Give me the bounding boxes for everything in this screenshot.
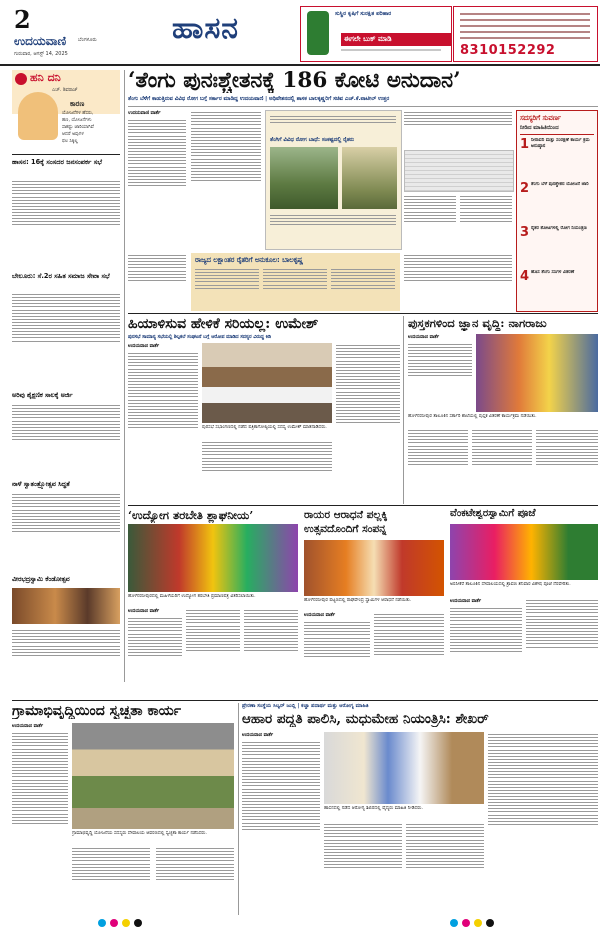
ad-footnote: [341, 49, 441, 51]
bottom-right-caption: ಹಾಸನದಲ್ಲಿ ನಡೆದ ಆರೋಗ್ಯ ಶಿಬಿರದಲ್ಲಿ ವೈದ್ಯರು ಮಾಹಿತಿ ನೀಡಿದರು.: [324, 806, 423, 811]
registration-mark-icon: [122, 919, 130, 927]
lead-bottom-rule: [128, 313, 598, 314]
lead-box: [191, 253, 400, 311]
clipping-body: [270, 213, 396, 245]
story-b-byline: ಉದಯವಾಣಿ ವಾರ್ತೆ: [408, 335, 440, 340]
column-title: ಹನಿ ದನಿ: [30, 71, 61, 84]
ad-lines: [460, 13, 590, 39]
bottom-right-col2: [324, 822, 402, 915]
story-d-col2: [374, 612, 444, 696]
ad-phone-icon: [307, 11, 329, 55]
registration-mark-icon: [450, 919, 458, 927]
sidebar-column: [12, 70, 120, 682]
ad-cta: ಈಗಲೇ ಬುಕ್ ಮಾಡಿ: [341, 33, 451, 46]
bottom-left-col2: [72, 846, 150, 915]
story-b-col-c: [536, 428, 598, 502]
right-panel-item-0-num: 1: [520, 137, 530, 152]
story-d-photo: [304, 540, 444, 596]
registration-mark-icon: [462, 919, 470, 927]
registration-mark-icon: [110, 919, 118, 927]
karana-title: ಕಾರಣ: [70, 100, 85, 108]
bottom-left-col1: [12, 731, 68, 915]
story-a-col1: [128, 351, 198, 501]
story-b-caption: ಹೊಳೆನರಸೀಪುರ ತಾಲೂಕಿನ ಸರ್ಕಾರಿ ಶಾಲೆಯಲ್ಲಿ ಪುಸ್ತಕ ವಿತರಣೆ ಕಾರ್ಯಕ್ರಮ ನಡೆಯಿತು.: [408, 414, 537, 419]
right-panel-rule: [520, 134, 594, 135]
clipping-photo-2: [342, 147, 397, 209]
story-e-caption: ಅರಸೀಕೆರೆ ತಾಲೂಕಿನ ದೇವಾಲಯದಲ್ಲಿ ಶ್ರಾವಣ ಶನಿವಾರ ವಿಶೇಷ ಪೂಜೆ ನೆರವೇರಿತು.: [450, 582, 571, 587]
bottom-left-col3: [156, 846, 234, 915]
clipping-photo: [270, 147, 338, 209]
bottom-right-kicker: ಪ್ರೇರಣಾ ಸಂಸ್ಥೆಯ ಸಿಲ್ವರ್ ಜುಬ್ಲಿ | ಕಚ್ಚಾ ಪದಾರ್ಥ ಮತ್ತು ಆರೋಗ್ಯ ಮಾಹಿತಿ: [242, 703, 369, 709]
bottom-divider: [238, 703, 239, 915]
story-b-headline: ಪುಸ್ತಕಗಳಿಂದ ಜ್ಞಾನ ವೃದ್ಧಿ: ನಾಗರಾಜು: [408, 316, 547, 330]
registration-mark-icon: [474, 919, 482, 927]
bottom-section-rule: [12, 700, 598, 701]
bottom-right-col3: [406, 822, 484, 915]
masthead: [0, 0, 600, 64]
karana-line-3: ಆದರೆ ಅವುಗಳ: [62, 132, 84, 137]
karana-line-2: ಸಾಕಷ್ಟು ಜಾರಿಯಾಗಿವೆ: [62, 125, 94, 130]
right-panel-item-0-text: ನೀರಾವರಿ ಮತ್ತು ಸಂರಕ್ಷಣೆ ಕಾರ್ಯ ಕ್ರಮ ಅನುಷ್ಠಾನ: [531, 138, 590, 149]
story-a-byline: ಉದಯವಾಣಿ ವಾರ್ತೆ: [128, 344, 160, 349]
lead-box-col1: [195, 267, 259, 309]
right-panel-item-2-num: 3: [520, 225, 530, 240]
sidebar-story1-body: [12, 179, 120, 267]
section-title: ಹಾಸನ: [172, 11, 239, 46]
bottom-right-headline: ಆಹಾರ ಪದ್ಧತಿ ಪಾಲಿಸಿ, ಮಧುಮೇಹ ನಿಯಂತ್ರಿಸಿ: ಶೇಖರ್: [242, 711, 489, 727]
sidebar-story4-title: ನಾಳೆ ಸ್ವಾತಂತ್ರ್ಯೋತ್ಸವ ಸಿದ್ಧತೆ: [12, 480, 70, 488]
karana-line-0: ಯೋಜನೆಗಳ ಹೆಸರು,: [62, 111, 94, 116]
bottom-left-byline: ಉದಯವಾಣಿ ವಾರ್ತೆ: [12, 724, 44, 729]
right-panel-item-1-text: ತೆಂಗು ಬೆಳೆ ಪುನಶ್ಚೇತನ ಯೋಜನೆ ಜಾರಿ: [531, 182, 589, 187]
story-c-photo: [128, 524, 298, 592]
lead-col2-body: [191, 110, 261, 250]
lead-box-title: ರಾಜ್ಯದ ಲಕ್ಷಾಂತರ ರೈತರಿಗೆ ಅನುಕೂಲ: ಬಾಲಕೃಷ್ಣ: [195, 256, 304, 264]
registration-mark-icon: [134, 919, 142, 927]
masthead-rule: [0, 64, 600, 66]
story-c-col2: [186, 608, 240, 696]
sidebar-story3-body: [12, 403, 120, 475]
mid-rule: [128, 505, 598, 506]
lead-col4-body: [460, 194, 512, 250]
sidebar-story3-title: ಅರಿವು ಶೈಕ್ಷಣಿಕ ಸಾಲಕ್ಕೆ ಅರ್ಜಿ: [12, 391, 73, 399]
story-b-photo: [476, 334, 598, 412]
lead-col3-body: [404, 194, 456, 250]
lead-clipping: [265, 110, 402, 250]
story-b-col-a: [408, 428, 468, 502]
story-b-col1: [408, 342, 472, 412]
clipping-top-text: [270, 114, 396, 136]
story-d-headline: ರಾಯರ ಆರಾಧನೆ ಪಲ್ಲಕ್ಕಿ ಉತ್ಸವದೊಂದಿಗೆ ಸಂಪನ್ನ: [304, 509, 388, 535]
story-a-subhead: ಪುರಸಭೆ ಸಾಮಾನ್ಯ ಸಭೆಯಲ್ಲಿ ಶಿಲ್ಪಕಲೆ ಸಂಘಟನೆ ಬಗ್ಗೆ ಆರೋಪ ಮಾಡಿದ ಸದಸ್ಯರ ವಿರುದ್ಧ ಕಿಡಿ: [128, 335, 271, 340]
sidebar-story4-body: [12, 492, 120, 570]
story-a-caption: ಪುರಸಭೆ ಸಭಾಂಗಣದಲ್ಲಿ ನಡೆದ ಪತ್ರಿಕಾಗೋಷ್ಠಿಯಲ್ಲಿ ಸದಸ್ಯ ಉಮೇಶ್ ಮಾತನಾಡಿದರು.: [202, 425, 327, 430]
registration-mark-icon: [98, 919, 106, 927]
right-panel-item-2-text: ರೈತರ ತೋಟಗಳಲ್ಲಿ ರೋಗ ನಿಯಂತ್ರಣ: [531, 226, 587, 231]
lead-rule: [128, 106, 598, 107]
story-a-photo: [202, 343, 332, 423]
karana-line-4: ಫಲ ಸಿಕ್ಕಿಲ್ಲ: [62, 139, 78, 144]
print-registration-marks: [0, 918, 600, 928]
sidebar-story2-title: ಬೇಲೂರು: ಸೆ.2ರ ಸಹಿತ ಸಮಾಜ ಸೇವಾ ಸಭೆ: [12, 272, 110, 280]
bottom-left-headline: ಗ್ರಾಮಾಭಿವೃದ್ಧಿಯಿಂದ ಸ್ವಚ್ಛತಾ ಕಾರ್ಯ: [12, 703, 181, 719]
lead-col1-bottom: [128, 253, 186, 311]
story-c-byline: ಉದಯವಾಣಿ ವಾರ್ತೆ: [128, 609, 160, 614]
lead-document-photo: [404, 150, 514, 192]
cartoon-face-icon: [18, 92, 58, 140]
right-panel-title: ಸದಸ್ಯರಿಗೆ ಸುವರ್ಣ: [520, 114, 561, 122]
karana-line-1: ಹಣ, ಯೋಜನೆಗಳು: [62, 118, 92, 123]
lead-box-col3: [331, 267, 395, 309]
bottom-right-col1: [242, 740, 320, 915]
sidebar-story5-title: ವೀರಭದ್ರಸ್ವಾಮಿ ಕೆಂಡೋತ್ಸವ: [12, 575, 70, 583]
bottom-right-photo: [324, 732, 484, 804]
bottom-right-byline: ಉದಯವಾಣಿ ವಾರ್ತೆ: [242, 733, 274, 738]
story-d-byline: ಉದಯವಾಣಿ ವಾರ್ತೆ: [304, 613, 336, 618]
ad-tagline: ಸುಸ್ಥಿರ ಕೃಷಿಗೆ ಸುರಕ್ಷಿತ ಪರಿಹಾರ: [335, 11, 392, 17]
story-a-col2-bottom: [202, 440, 332, 501]
lead-byline: ಉದಯವಾಣಿ ವಾರ್ತೆ: [128, 111, 161, 116]
right-panel-subtitle: ನೀಡಿದ ಮಾಹಿತಿಯಿಂದ: [520, 125, 559, 131]
advertisement-farm: [300, 6, 452, 62]
story-c-col3: [244, 608, 298, 696]
sidebar-story5-photo: [12, 588, 120, 624]
bottom-left-caption: ಗ್ರಾಮಾಭಿವೃದ್ಧಿ ಯೋಜನೆಯ ಸದಸ್ಯರು ದೇವಾಲಯ ಆವರಣದಲ್ಲಿ ಸ್ವಚ್ಛತಾ ಕಾರ್ಯ ನಡೆಸಿದರು.: [72, 831, 207, 836]
story-b-col-b: [472, 428, 532, 502]
edition-label: ಬೆಂಗಳೂರು: [78, 37, 97, 43]
story-d-col1: [304, 620, 370, 696]
right-panel: [516, 110, 598, 312]
right-panel-item-1-num: 2: [520, 181, 530, 196]
lead-col1-body: [128, 118, 186, 250]
bottom-right-col4: [488, 732, 598, 915]
ad-phone-number: 8310152292: [460, 43, 556, 58]
column-author: ಎಚ್. ಶಿವರಾಜ್: [52, 88, 78, 93]
clipping-heading: ತೆಂಗಿಗೆ ವಿವಿಧ ರೋಗ ಬಾಧೆ: ಸಂಕಷ್ಟದಲ್ಲಿ ರೈತರು: [270, 137, 355, 143]
story-c-caption: ಹೊಳೆನರಸೀಪುರದಲ್ಲಿ ಮಹಿಳೆಯರಿಗೆ ಉದ್ಯೋಗ ತರಬೇತಿ ಪ್ರಮಾಣಪತ್ರ ವಿತರಿಸಲಾಯಿತು.: [128, 594, 256, 599]
column-logo-icon: [15, 73, 27, 85]
right-panel-item-3-text: ಹೊಸ ತೆಂಗು ಸಸಿಗಳ ವಿತರಣೆ: [531, 270, 575, 275]
sidebar-story5-body: [12, 628, 120, 682]
lead-col3-top: [404, 110, 512, 150]
sidebar-rule: [12, 154, 120, 155]
right-panel-item-3-num: 4: [520, 269, 530, 284]
sidebar-story1-title: ಹಾಸನ: 16ಕ್ಕೆ ಸಂಸದರ ಜನಸಂಪರ್ಕ ಸಭೆ: [12, 158, 102, 166]
issue-date: ಗುರುವಾರ, ಆಗಸ್ಟ್ 14, 2025: [14, 51, 68, 57]
page-number: 2: [14, 5, 31, 34]
story-a-col3: [336, 343, 400, 501]
lead-col3-bottom: [404, 253, 512, 311]
story-ab-divider: [403, 316, 404, 504]
lead-headline: ‘ತೆಂಗು ಪುನಃಶ್ಚೇತನಕ್ಕೆ 186 ಕೋಟಿ ಅನುದಾನ’: [128, 68, 461, 93]
bottom-left-photo: [72, 723, 234, 829]
sidebar-story2-body: [12, 292, 120, 386]
story-d-caption: ಹೊಳೆನರಸೀಪುರ ಪಟ್ಟಣದಲ್ಲಿ ರಾಘವೇಂದ್ರ ಸ್ವಾಮಿಗಳ ಆರಾಧನೆ ನಡೆಯಿತು.: [304, 598, 412, 603]
advertisement-phone: [453, 6, 598, 62]
paper-name: ಉದಯವಾಣಿ: [14, 34, 67, 48]
story-e-byline: ಉದಯವಾಣಿ ವಾರ್ತೆ: [450, 599, 482, 604]
registration-mark-icon: [486, 919, 494, 927]
story-e-col2: [526, 598, 598, 696]
story-c-col1: [128, 616, 182, 696]
story-c-headline: ‘ಉದ್ಯೋಗ ತರಬೇತಿ ಶ್ಲಾಘನೀಯ’: [128, 508, 254, 522]
lead-box-col2: [263, 267, 327, 309]
lead-subhead: ತೆಂಗು ಬೆಳೆಗೆ ಕಾಡುತ್ತಿರುವ ವಿವಿಧ ರೋಗ ಬಗ್ಗೆ ಸರ್ಕಾರ ಮಾಡಿದ್ದ ಉದಯವಾಣಿ | ಅಧಿವೇಶನದಲ್ಲಿ ಶಾಸಕ ಬಾಲಕೃಷ್ಣರಿಗೆ ಸಚಿವ ಎಚ್.ಕೆ.ಪಾಟೀಲ್ ಉತ್ತರ: [128, 96, 390, 102]
sidebar-divider: [124, 70, 125, 682]
story-e-col1: [450, 606, 522, 696]
story-e-headline: ವೆಂಕಟೇಶ್ವರಸ್ವಾಮಿಗೆ ಪೂಜೆ: [450, 508, 536, 519]
story-a-headline: ಹಿಯಾಳಿಸುವ ಹೇಳಿಕೆ ಸರಿಯಲ್ಲ: ಉಮೇಶ್: [128, 316, 319, 332]
story-e-photo: [450, 524, 598, 580]
